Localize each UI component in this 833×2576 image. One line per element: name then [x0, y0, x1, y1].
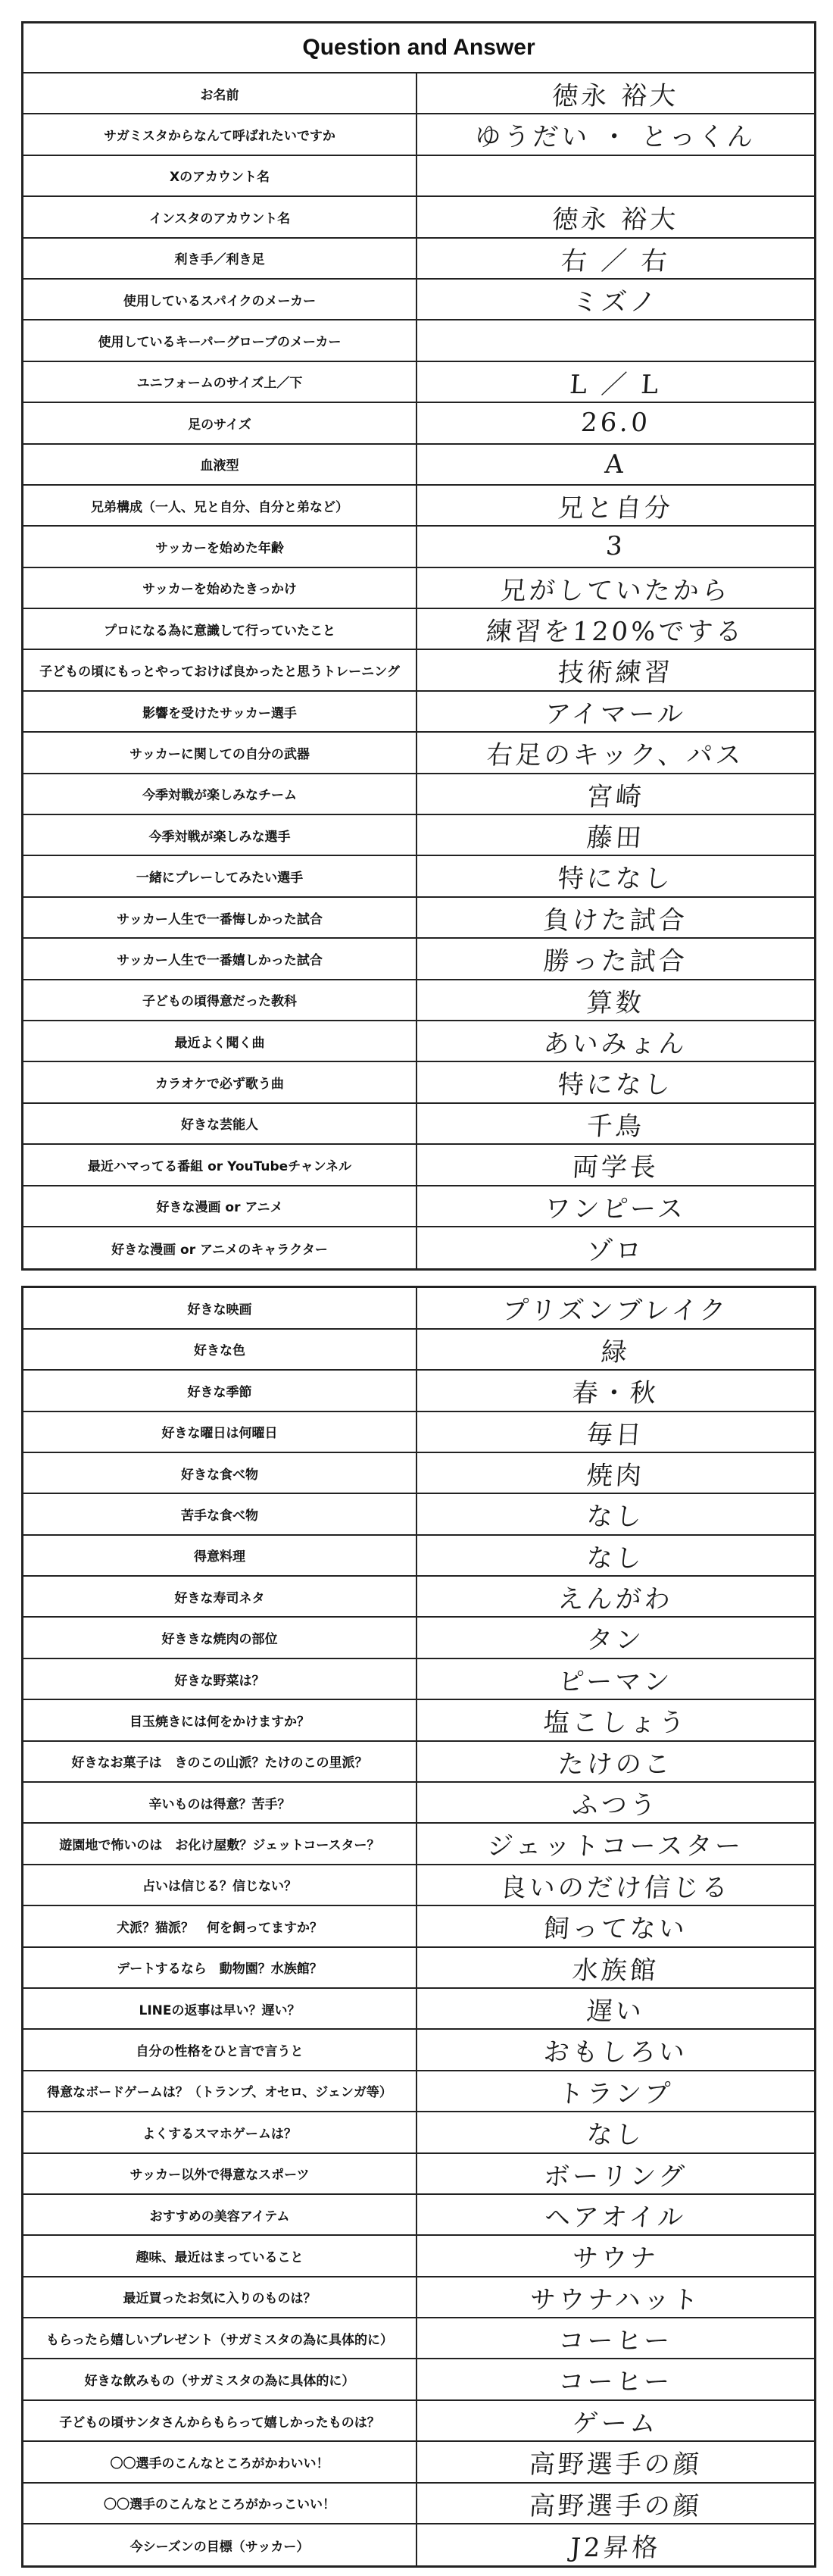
qa-row [23, 2277, 814, 2318]
question-label: 好きな食べ物 [23, 1453, 417, 1493]
question-label: サッカーに関しての自分の武器 [23, 733, 417, 772]
qa-row [23, 1453, 814, 1494]
question-label: サッカー人生で一番嬉しかった試合 [23, 939, 417, 978]
qa-row [23, 2484, 814, 2524]
handwritten-answer: 練習を120%でする [485, 616, 746, 647]
question-label: 好きな漫画 or アニメのキャラクター [23, 1227, 417, 1268]
question-label: 子どもの頃得意だった教科 [23, 980, 417, 1020]
question-label: 今シーズンの目標（サッカー） [23, 2524, 417, 2565]
qa-row [23, 1186, 814, 1227]
question-label: 好きな芸能人 [23, 1104, 417, 1143]
qa-row [23, 1494, 814, 1535]
qa-row [23, 1288, 814, 1329]
handwritten-answer [416, 320, 816, 360]
sheet-title: Question and Answer [23, 23, 814, 73]
question-label: 利き手／利き足 [23, 239, 417, 278]
question-label: サッカー人生で一番悔しかった試合 [23, 898, 417, 937]
question-label: 子どもの頃サンタさんからもらって嬉しかったものは？ [23, 2401, 417, 2440]
handwritten-answer: 良いのだけ信じる [499, 1872, 732, 1903]
qa-row [23, 1577, 814, 1618]
question-label: インスタのアカウント名 [23, 197, 417, 236]
question-label: 今季対戦が楽しみな選手 [23, 815, 417, 855]
question-label: 辛いものは得意？苦手？ [23, 1783, 417, 1822]
qa-row [23, 2030, 814, 2071]
question-label: 好きな漫画 or アニメ [23, 1186, 417, 1226]
handwritten-answer: 高野選手の顔 [528, 2449, 704, 2480]
handwritten-answer: L ／ L [568, 369, 663, 400]
handwritten-answer: たけのこ [557, 1749, 675, 1780]
qa-row [23, 114, 814, 155]
handwritten-answer: プリズンブレイク [501, 1296, 730, 1327]
question-label: Xのアカウント名 [23, 156, 417, 195]
question-label: もらったら嬉しいプレゼント（サガミスタの為に具体的に） [23, 2318, 417, 2358]
handwritten-answer: なし [585, 2119, 646, 2150]
handwritten-answer: 水族館 [571, 1955, 660, 1986]
question-label: 遊園地で怖いのは お化け屋敷？ジェットコースター？ [23, 1824, 417, 1863]
qa-row [23, 1865, 814, 1906]
question-label: 兄弟構成（一人、兄と自分、自分と弟など） [23, 486, 417, 525]
question-label: 自分の性格をひと言で言うと [23, 2030, 417, 2069]
handwritten-answer: ミズノ [571, 286, 660, 317]
qa-row [23, 568, 814, 609]
qa-row [23, 898, 814, 939]
qa-row [23, 2401, 814, 2442]
question-label: 血液型 [23, 445, 417, 484]
question-label: 子どもの頃にもっとやっておけば良かったと思うトレーニング [23, 650, 417, 689]
qa-row [23, 1783, 814, 1824]
handwritten-answer: 遅い [585, 1996, 646, 2027]
handwritten-answer: ゲーム [571, 2408, 660, 2439]
qa-row [23, 650, 814, 691]
handwritten-answer: 徳永 裕大 [551, 204, 680, 235]
qa-row [23, 527, 814, 567]
question-label: 苦手な食べ物 [23, 1494, 417, 1533]
question-label: 今季対戦が楽しみなチーム [23, 774, 417, 814]
question-label: おすすめの美容アイテム [23, 2195, 417, 2234]
qa-row [23, 2442, 814, 2483]
question-label: プロになる為に意識して行っていたこと [23, 609, 417, 649]
qa-row [23, 1742, 814, 1783]
handwritten-answer: 千鳥 [585, 1111, 646, 1142]
handwritten-answer: 技術練習 [557, 658, 675, 689]
qa-table-1 [21, 21, 816, 1271]
qa-row [23, 239, 814, 280]
handwritten-answer: なし [585, 1543, 646, 1574]
qa-row [23, 280, 814, 320]
handwritten-answer: 負けた試合 [542, 905, 689, 936]
handwritten-answer: 右足のキック、パス [485, 739, 746, 771]
qa-row [23, 1906, 814, 1947]
qa-row [23, 692, 814, 733]
qa-row [23, 609, 814, 650]
question-label: よくするスマホゲームは？ [23, 2112, 417, 2152]
handwritten-answer: 藤田 [585, 822, 646, 853]
question-label: 〇〇選手のこんなところがかわいい！ [23, 2442, 417, 2481]
handwritten-answer: 両学長 [571, 1152, 660, 1183]
handwritten-answer: ピーマン [557, 1666, 674, 1697]
qa-row [23, 774, 814, 815]
handwritten-answer: なし [585, 1501, 646, 1532]
qa-row [23, 1618, 814, 1658]
handwritten-answer: 3 [604, 531, 627, 562]
handwritten-answer: 勝った試合 [542, 946, 689, 977]
qa-row [23, 445, 814, 486]
qa-row [23, 733, 814, 774]
handwritten-answer: トランプ [557, 2078, 675, 2109]
qa-row [23, 1536, 814, 1577]
handwritten-answer: コーヒー [557, 2367, 674, 2398]
handwritten-answer: ふつう [571, 1790, 660, 1821]
handwritten-answer: ヘアオイル [543, 2202, 688, 2233]
handwritten-answer: ワンピース [543, 1193, 688, 1224]
handwritten-answer: タン [585, 1625, 646, 1656]
qa-row [23, 1145, 814, 1186]
question-label: 好きなお菓子は きのこの山派？たけのこの里派？ [23, 1742, 417, 1781]
question-label: ユニフォームのサイズ上／下 [23, 362, 417, 402]
qa-row [23, 1021, 814, 1062]
handwritten-answer: コーヒー [557, 2325, 674, 2356]
handwritten-answer: 26.0 [579, 408, 652, 439]
question-label: 一緒にプレーしてみたい選手 [23, 856, 417, 896]
qa-row [23, 939, 814, 980]
question-label: サッカーを始めたきっかけ [23, 568, 417, 608]
question-label: 好きな曜日は何曜日 [23, 1412, 417, 1452]
question-label: サガミスタからなんて呼ばれたいですか [23, 114, 417, 154]
question-label: 影響を受けたサッカー選手 [23, 692, 417, 731]
handwritten-answer: 兄と自分 [557, 492, 675, 524]
question-label: カラオケで必ず歌う曲 [23, 1062, 417, 1102]
handwritten-answer: えんがわ [557, 1583, 675, 1615]
question-label: 使用しているスパイクのメーカー [23, 280, 417, 319]
question-label: 使用しているキーパーグローブのメーカー [23, 320, 417, 360]
qa-row [23, 156, 814, 197]
handwritten-answer: 飼ってない [542, 1913, 689, 1944]
qa-row [23, 2359, 814, 2400]
qa-row [23, 1104, 814, 1145]
qa-row [23, 320, 814, 361]
handwritten-answer: 特になし [557, 1070, 675, 1101]
handwritten-answer: 焼肉 [585, 1460, 646, 1491]
qa-table-2 [21, 1286, 816, 2568]
qa-row [23, 856, 814, 897]
handwritten-answer: おもしろい [542, 2037, 689, 2068]
qa-row [23, 2524, 814, 2565]
handwritten-answer: 塩こしょう [542, 1707, 689, 1738]
question-label: 〇〇選手のこんなところがかっこいい！ [23, 2484, 417, 2523]
handwritten-answer: 毎日 [585, 1419, 646, 1450]
handwritten-answer: 右 ／ 右 [560, 245, 671, 277]
qa-row [23, 73, 814, 114]
handwritten-answer: ゾロ [585, 1235, 646, 1266]
handwritten-answer: あいみょん [542, 1028, 689, 1059]
question-label: お名前 [23, 73, 417, 113]
handwritten-answer: アイマール [544, 699, 688, 730]
question-label: 好きな飲みもの（サガミスタの為に具体的に） [23, 2359, 417, 2399]
question-label: 得意料理 [23, 1536, 417, 1575]
handwritten-answer: 春・秋 [571, 1377, 660, 1408]
question-label: サッカーを始めた年齢 [23, 527, 417, 566]
handwritten-answer: 緑 [600, 1336, 632, 1368]
question-label: LINEの返事は早い？遅い？ [23, 1989, 417, 2028]
qa-row [23, 1948, 814, 1989]
qa-row [23, 980, 814, 1021]
question-label: 好ききな焼肉の部位 [23, 1618, 417, 1657]
qa-row [23, 197, 814, 238]
handwritten-answer: J2昇格 [569, 2532, 662, 2563]
qa-row [23, 1700, 814, 1741]
qa-row [23, 486, 814, 527]
question-label: 最近ハマってる番組 or YouTubeチャンネル [23, 1145, 417, 1184]
qa-row [23, 403, 814, 444]
question-label: 最近よく聞く曲 [23, 1021, 417, 1061]
qa-row [23, 1412, 814, 1453]
handwritten-answer: 徳永 裕大 [551, 80, 680, 111]
qa-row [23, 1659, 814, 1700]
question-label: 足のサイズ [23, 403, 417, 442]
question-label: デートするなら 動物園？水族館？ [23, 1948, 417, 1987]
handwritten-answer: 特になし [557, 864, 675, 895]
question-label: サッカー以外で得意なスポーツ [23, 2154, 417, 2193]
qa-row [23, 1371, 814, 1411]
qa-row [23, 1227, 814, 1268]
question-label: 占いは信じる？信じない？ [23, 1865, 417, 1905]
question-label: 好きな映画 [23, 1288, 417, 1327]
qa-row [23, 2236, 814, 2277]
qa-row [23, 1062, 814, 1103]
qa-sheet [21, 21, 816, 2568]
handwritten-answer: 兄がしていたから [499, 575, 732, 606]
qa-row [23, 2154, 814, 2195]
question-label: 犬派？猫派？ 何を飼ってますか？ [23, 1906, 417, 1946]
question-label: 好きな寿司ネタ [23, 1577, 417, 1616]
question-label: 得意なボードゲームは？（トランプ、オセロ、ジェンガ等） [23, 2071, 417, 2111]
qa-row [23, 1989, 814, 2030]
handwritten-answer: サウナハット [529, 2284, 703, 2315]
handwritten-answer: 算数 [585, 987, 646, 1018]
question-label: 好きな季節 [23, 1371, 417, 1410]
question-label: 最近買ったお気に入りのものは？ [23, 2277, 417, 2317]
question-label: 目玉焼きには何をかけますか？ [23, 1700, 417, 1740]
handwritten-answer [416, 156, 816, 195]
handwritten-answer: ジェットコースター [486, 1831, 745, 1862]
qa-row [23, 2112, 814, 2153]
qa-row [23, 815, 814, 856]
handwritten-answer: ボーリング [542, 2161, 688, 2192]
handwritten-answer: サウナ [571, 2243, 660, 2274]
question-label: 好きな野菜は？ [23, 1659, 417, 1699]
question-label: 好きな色 [23, 1330, 417, 1369]
handwritten-answer: 宮崎 [585, 781, 646, 812]
handwritten-answer: A [604, 449, 628, 480]
handwritten-answer: 高野選手の顔 [528, 2490, 704, 2521]
qa-row [23, 1824, 814, 1865]
qa-row [23, 362, 814, 403]
qa-row [23, 1330, 814, 1371]
question-label: 趣味、最近はまっていること [23, 2236, 417, 2275]
qa-row [23, 2071, 814, 2112]
qa-row [23, 2318, 814, 2359]
qa-row [23, 2195, 814, 2236]
handwritten-answer: ゆうだい ・ とっくん [473, 122, 757, 153]
